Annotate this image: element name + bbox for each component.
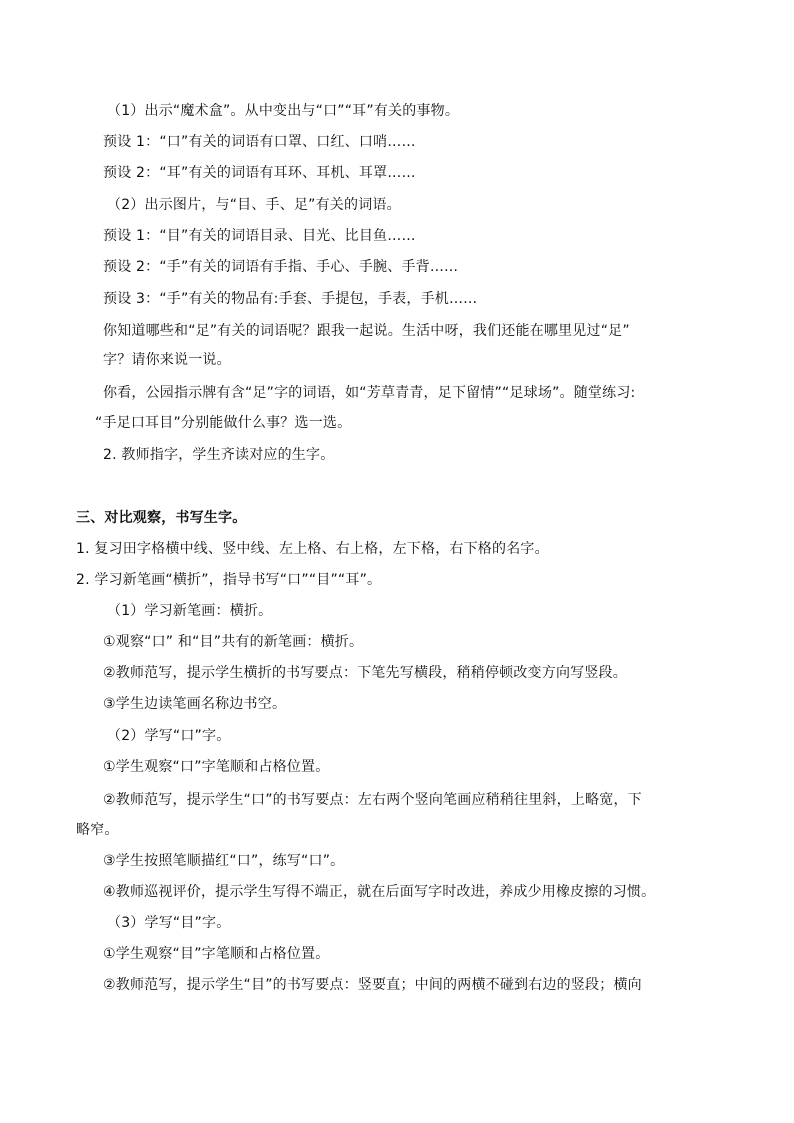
text-line: 预设 3：“手”有关的物品有:手套、手提包，手表，手机……: [103, 291, 478, 307]
text-line: 2. 教师指字，学生齐读对应的生字。: [103, 447, 335, 463]
text-line: ②教师范写，提示学生“目”的书写要点：竖要直；中间的两横不碰到右边的竖段；横向: [103, 977, 642, 993]
text-line: “手足口耳目”分别能做什么事？选一选。: [95, 415, 352, 431]
text-line: （2）出示图片，与“目、手、足”有关的词语。: [107, 197, 401, 213]
text-line: 2. 学习新笔画“横折”，指导书写“口”“目”“耳”。: [76, 572, 382, 588]
text-line: （3）学写“目”字。: [107, 915, 231, 931]
text-line: 你知道哪些和“足”有关的词语呢？跟我一起说。生活中呀，我们还能在哪里见过“足”: [103, 323, 630, 339]
text-line: 预设 2：“耳”有关的词语有耳环、耳机、耳罩……: [103, 165, 416, 181]
text-line: 字？请你来说一说。: [103, 352, 231, 368]
text-line: 预设 2：“手”有关的词语有手指、手心、手腕、手背……: [103, 259, 459, 275]
text-line: 预设 1：“目”有关的词语目录、目光、比目鱼……: [103, 228, 416, 244]
text-line: 1. 复习田字格横中线、竖中线、左上格、右上格，左下格，右下格的名字。: [76, 541, 549, 557]
text-line: ②教师范写，提示学生“口”的书写要点：左右两个竖向笔画应稍稍往里斜，上略宽，下: [103, 792, 642, 808]
text-line: 略窄。: [76, 822, 119, 838]
text-line: ②教师范写，提示学生横折的书写要点：下笔先写横段，稍稍停顿改变方向写竖段。: [103, 665, 627, 681]
section-heading: 三、对比观察，书写生字。: [76, 510, 247, 526]
text-line: （2）学写“口”字。: [107, 728, 231, 744]
text-line: ①学生观察“目”字笔顺和占格位置。: [103, 946, 330, 962]
text-line: ③学生按照笔顺描红“口”，练写“口”。: [103, 853, 345, 869]
text-line: ③学生边读笔画名称边书空。: [103, 696, 287, 712]
text-line: ④教师巡视评价，提示学生写得不端正，就在后面写字时改进，养成少用橡皮擦的习惯。: [103, 884, 656, 900]
text-line: （1）出示“魔术盒”。从中变出与“口”“耳”有关的事物。: [107, 103, 460, 119]
text-line: ①学生观察“口”字笔顺和占格位置。: [103, 759, 330, 775]
text-line: （1）学习新笔画：横折。: [107, 603, 273, 619]
text-line: 你看，公园指示牌有含“足”字的词语，如“芳草青青，足下留情”“足球场”。随堂练习:: [103, 385, 636, 401]
text-line: 预设 1：“口”有关的词语有口罩、口红、口哨……: [103, 134, 416, 150]
text-line: ①观察“口” 和“目”共有的新笔画：横折。: [103, 634, 364, 650]
